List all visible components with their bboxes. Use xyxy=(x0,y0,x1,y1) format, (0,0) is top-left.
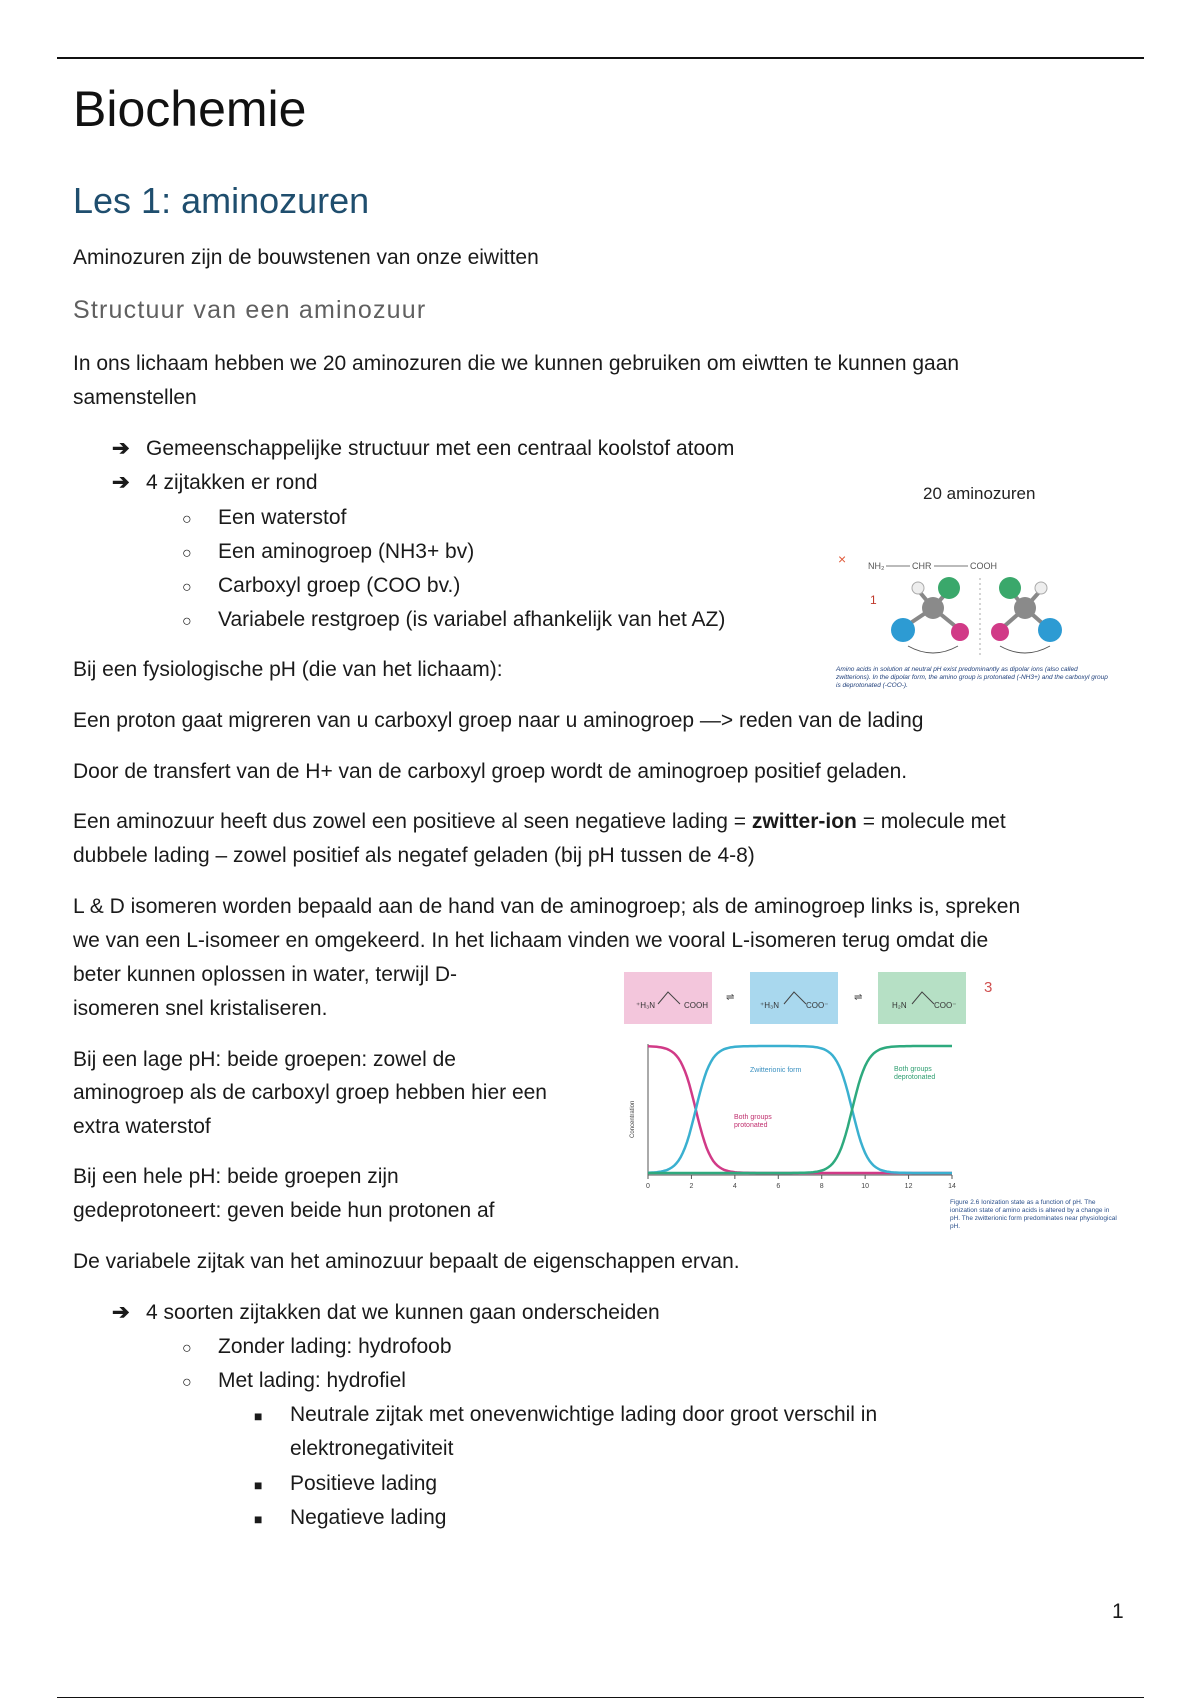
formula-nh2: NH₂ xyxy=(868,561,885,571)
list-item xyxy=(182,603,725,639)
x-tick-label: 4 xyxy=(732,1183,737,1190)
paragraph-line: Bij een lage pH: beide groepen: zowel de xyxy=(73,1048,456,1071)
circle-bullet-icon: ○ xyxy=(182,545,192,562)
paragraph-line: aminogroep als de carboxyl groep hebben hier een xyxy=(73,1081,547,1104)
paragraph-line: samenstellen xyxy=(73,386,197,409)
square-bullet-icon: ■ xyxy=(254,1511,263,1527)
paragraph-line: extra waterstof xyxy=(73,1115,211,1138)
x-tick-label: 6 xyxy=(776,1183,781,1190)
paragraph: Door de transfert van de H+ van de carboxyl groep wordt de aminogroep positief geladen. xyxy=(73,760,908,783)
paragraph: Bij een fysiologische pH (die van het lichaam): xyxy=(73,658,503,681)
list-item xyxy=(182,1330,452,1366)
text-span: Een aminozuur heeft dus zowel een positieve al seen negatieve lading = xyxy=(73,810,752,833)
svg-text:⁺H₃N: ⁺H₃N xyxy=(760,1001,780,1010)
paragraph-line: Bij een hele pH: beide groepen zijn xyxy=(73,1165,399,1188)
lesson-heading: Les 1: aminozuren xyxy=(73,180,370,221)
deprotonated-form-box xyxy=(878,972,966,1024)
circle-bullet-icon: ○ xyxy=(182,613,192,630)
handwritten-mark-1: 1 xyxy=(870,593,877,607)
square-bullet-icon: ■ xyxy=(254,1477,263,1493)
circle-bullet-icon: ○ xyxy=(182,1340,192,1357)
formula-chr: CHR xyxy=(912,561,932,571)
label-zwitterionic: Zwitterionic form xyxy=(750,1067,802,1074)
list-item xyxy=(254,1467,437,1502)
paragraph-line: L & D isomeren worden bepaald aan de hand van de aminogroep; als de aminogroep links is, spreken xyxy=(73,895,1021,918)
figure-amino-acid-structure xyxy=(828,478,1118,698)
paragraph: De variabele zijtak van het aminozuur bepaalt de eigenschappen ervan. xyxy=(73,1250,740,1273)
document-title: Biochemie xyxy=(73,81,307,137)
list-item-text: Neutrale zijtak met onevenwichtige lading door groot verschil in xyxy=(290,1403,878,1426)
paragraph-line: isomeren snel kristaliseren. xyxy=(73,997,328,1020)
list-item-text: 4 soorten zijtakken dat we kunnen gaan onderscheiden xyxy=(146,1301,660,1324)
equilibrium-arrow-icon: ⇌ xyxy=(854,992,863,1003)
paragraph-line: dubbele lading – zowel positief als negatef geladen (bij pH tussen de 4-8) xyxy=(73,844,755,867)
molecule-right xyxy=(991,577,1062,653)
arrow-bullet-icon: ➔ xyxy=(112,1301,130,1324)
list-item-text: Een aminogroep (NH3+ bv) xyxy=(218,540,475,563)
list-item-text: Gemeenschappelijke structuur met een centraal koolstof atoom xyxy=(146,437,735,460)
arrow-bullet-icon: ➔ xyxy=(112,437,130,460)
list-item-text: Zonder lading: hydrofoob xyxy=(218,1335,452,1358)
circle-bullet-icon: ○ xyxy=(182,579,192,596)
list-item xyxy=(254,1398,877,1433)
x-tick-label: 10 xyxy=(861,1183,870,1190)
paragraph-line: we van een L-isomeer en omgekeerd. In het lichaam vinden we vooral L-isomeren terug omdat die xyxy=(73,929,989,952)
paragraph-line: beter kunnen oplossen in water, terwijl D- xyxy=(73,963,458,986)
list-item-text: Met lading: hydrofiel xyxy=(218,1369,406,1392)
svg-text:COOH: COOH xyxy=(684,1001,708,1010)
list-item xyxy=(182,569,460,605)
page-number: 1 xyxy=(1112,1600,1124,1623)
bottom-rule xyxy=(57,1697,1144,1698)
list-item-continuation: elektronegativiteit xyxy=(290,1437,454,1460)
list-item xyxy=(254,1501,446,1536)
intro-paragraph: Aminozuren zijn de bouwstenen van onze eiwitten xyxy=(73,246,539,269)
list-item-text: 4 zijtakken er rond xyxy=(146,471,318,494)
paragraph-line: gedeprotoneert: geven beide hun protonen af xyxy=(73,1199,495,1222)
top-rule xyxy=(57,57,1144,59)
x-tick-label: 8 xyxy=(819,1183,824,1190)
list-item-text: Een waterstof xyxy=(218,506,347,529)
equilibrium-arrow-icon: ⇌ xyxy=(726,992,735,1003)
figure-ionization-vs-ph xyxy=(622,968,1124,1253)
list-item xyxy=(182,501,346,537)
x-tick-label: 0 xyxy=(646,1183,650,1190)
text-span: = molecule met xyxy=(856,810,1006,833)
list-item-text: Carboxyl groep (COO bv.) xyxy=(218,574,461,597)
molecule-left xyxy=(891,577,969,653)
zwitterion-form-box xyxy=(750,972,838,1024)
formula-cooh: COOH xyxy=(970,561,997,571)
figure-caption: Figure 2.6 Ionization state as a function of pH. The ionization state of amino acids is altered by a change in pH. The zwitterionic form predominates near physiological pH. xyxy=(950,1199,1117,1230)
x-tick-label: 12 xyxy=(904,1183,913,1190)
arrow-bullet-icon: ➔ xyxy=(112,471,130,494)
list-item xyxy=(182,535,474,571)
list-item xyxy=(112,466,318,500)
bold-term: zwitter-ion xyxy=(751,810,857,833)
protonated-form-box xyxy=(624,972,712,1024)
square-bullet-icon: ■ xyxy=(254,1408,263,1424)
x-tick-label: 14 xyxy=(948,1183,956,1190)
svg-text:COO⁻: COO⁻ xyxy=(806,1001,829,1010)
list-item-text: Positieve lading xyxy=(290,1472,438,1495)
x-tick-label: 2 xyxy=(689,1183,694,1190)
figure-caption: Amino acids in solution at neutral pH exist predominantly as dipolar ions (also called zwitterions). In the dipolar form, the amino group is protonated (-NH3+) and the carboxyl group is deprotonated (-COO-). xyxy=(836,666,1108,689)
amino-acid-diagram xyxy=(828,478,1118,698)
list-item xyxy=(182,1364,406,1400)
paragraph-line xyxy=(73,805,1006,839)
list-item-text: Variabele restgroep (is variabel afhankelijk van het AZ) xyxy=(218,608,726,631)
paragraph: Een proton gaat migreren van u carboxyl groep naar u aminogroep —> reden van de lading xyxy=(73,709,924,732)
handwritten-mark-3: 3 xyxy=(984,979,993,996)
figure-title: 20 aminozuren xyxy=(923,484,1036,503)
x-axis-ticks xyxy=(646,1175,956,1190)
paragraph-line: In ons lichaam hebben we 20 aminozuren die we kunnen gebruiken om eiwtten te kunnen gaan xyxy=(73,352,960,375)
circle-bullet-icon: ○ xyxy=(182,511,192,528)
circle-bullet-icon: ○ xyxy=(182,1374,192,1391)
list-item xyxy=(112,1296,660,1330)
svg-text:COO⁻: COO⁻ xyxy=(934,1001,957,1010)
y-axis-label: Concentration xyxy=(630,1100,636,1138)
label-protonated: Both groups protonated xyxy=(734,1114,772,1129)
handwritten-mark: × xyxy=(838,551,847,567)
list-item xyxy=(112,432,734,466)
list-item-text: Negatieve lading xyxy=(290,1506,447,1529)
svg-text:H₂N: H₂N xyxy=(892,1001,907,1010)
svg-text:⁺H₃N: ⁺H₃N xyxy=(636,1001,656,1010)
label-deprotonated: Both groups deprotonated xyxy=(894,1066,936,1081)
section-heading: Structuur van een aminozuur xyxy=(73,296,427,324)
